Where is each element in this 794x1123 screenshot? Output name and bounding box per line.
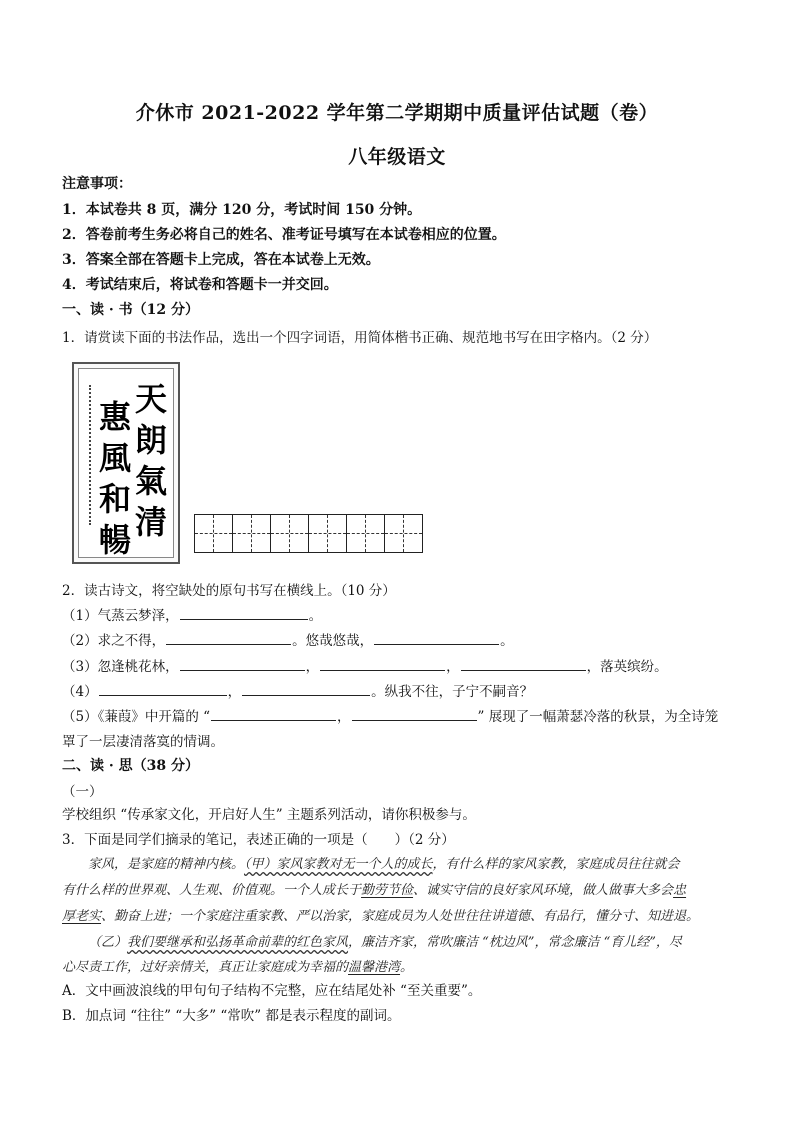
poem-text: （4）	[62, 684, 98, 700]
part-label: （一）	[62, 784, 103, 800]
poem-line-5-cont: 罩了一层凄清落寞的情调。	[62, 734, 224, 750]
passage-text: （乙）	[88, 935, 128, 950]
passage-text: 有什么样的世界观、人生观、价值观。一个人成长于	[62, 883, 362, 898]
wavy-sentence-jia: （甲）家风家教对无一个人的成长	[244, 857, 433, 872]
passage-text: 心尽责工作，过好亲情关，真正让家庭成为幸福的	[62, 960, 349, 975]
poem-line-5	[62, 705, 718, 725]
underlined-word: 勤劳节俭	[361, 883, 414, 898]
activity-intro: 学校组织 “传承家文化，开启好人生” 主题系列活动，请你积极参与。	[62, 807, 476, 823]
section2-heading: 二、读 · 思（38 分）	[62, 758, 199, 774]
poem-text: ” 展现了一幅萧瑟冷落的秋景，为全诗笼	[477, 709, 719, 725]
passage-text: 、诚实守信的良好家风环境，做人做事大多会	[413, 883, 674, 898]
poem-text: ，	[227, 684, 242, 700]
answer-blank[interactable]	[352, 707, 477, 721]
passage-line	[62, 853, 737, 872]
calligraphy-right-column: 天朗氣清	[134, 380, 167, 541]
poem-text: 。悠哉悠哉，	[292, 633, 374, 649]
poem-text: 。	[500, 633, 514, 649]
answer-blank[interactable]	[242, 682, 370, 696]
poem-text: （3）忽逢桃花林，	[62, 659, 179, 675]
poem-text: （1）气蒸云梦泽，	[62, 608, 179, 624]
poem-text: （5）《蒹葭》中开篇的 “	[62, 709, 211, 725]
passage-line	[62, 879, 737, 898]
answer-blank[interactable]	[374, 631, 499, 645]
underlined-word: 厚老实	[62, 909, 102, 924]
question-3: 3．下面是同学们摘录的笔记，表述正确的一项是（ ）（2 分）	[62, 832, 455, 848]
answer-blank[interactable]	[180, 657, 305, 671]
poem-line-4	[62, 680, 533, 700]
passage-text: 。	[400, 960, 414, 975]
poem-text: ，落英缤纷。	[586, 659, 668, 675]
exam-subtitle: 八年级语文	[348, 146, 446, 168]
notice-item: 2．答卷前考生务必将自己的姓名、准考证号填写在本试卷相应的位置。	[62, 227, 506, 243]
notice-item: 1．本试卷共 8 页，满分 120 分，考试时间 150 分钟。	[62, 202, 422, 218]
poem-text: ，	[446, 659, 460, 675]
answer-blank[interactable]	[180, 606, 308, 620]
passage-text: ，廉洁齐家，常吹廉洁 “枕边风”，常念廉洁 “育儿经”，尽	[348, 935, 682, 950]
section1-heading: 一、读 · 书（12 分）	[62, 302, 199, 318]
grid-cell[interactable]	[194, 514, 233, 553]
poem-line-2	[62, 629, 514, 649]
calligraphy-left-column: 惠風和暢	[98, 398, 131, 559]
answer-blank[interactable]	[320, 657, 445, 671]
question-2: 2．读古诗文，将空缺处的原句书写在横线上。（10 分）	[62, 583, 396, 599]
passage-text: 家风，是家庭的精神内核。	[88, 857, 245, 872]
passage-text: 、勤奋上进；一个家庭注重家教、严以治家，家庭成员为人处世往往讲道德、有品行，懂分寸、知进退。	[101, 909, 700, 924]
poem-text: ，	[337, 709, 351, 725]
poem-line-1	[62, 604, 322, 624]
passage-line	[62, 905, 737, 924]
answer-blank[interactable]	[461, 657, 586, 671]
poem-text: 。纵我不往，子宁不嗣音？	[371, 684, 534, 700]
notice-item: 3．答案全部在答题卡上完成，答在本试卷上无效。	[62, 252, 380, 268]
grid-cell[interactable]	[384, 514, 423, 553]
tianzige-grid[interactable]	[194, 514, 422, 553]
grid-cell[interactable]	[308, 514, 347, 553]
notice-item: 4．考试结束后，将试卷和答题卡一并交回。	[62, 277, 338, 293]
wavy-sentence-yi: 我们要继承和弘扬革命前辈的红色家风	[127, 935, 349, 950]
grid-cell[interactable]	[270, 514, 309, 553]
poem-text: ，	[305, 659, 320, 675]
notice-heading: 注意事项：	[62, 176, 132, 192]
grid-cell[interactable]	[346, 514, 385, 553]
poem-text: 。	[308, 608, 323, 624]
option-b[interactable]: B．加点词 “往往” “大多” “常吹” 都是表示程度的副词。	[62, 1008, 401, 1024]
passage-text: ，有什么样的家风家教，家庭成员往往就会	[432, 857, 680, 872]
answer-blank[interactable]	[211, 707, 336, 721]
exam-title: 介休市 2021-2022 学年第二学期期中质量评估试题（卷）	[135, 102, 659, 124]
passage-line	[62, 931, 737, 950]
answer-blank[interactable]	[166, 631, 291, 645]
grid-cell[interactable]	[232, 514, 271, 553]
underlined-word: 忠	[673, 883, 687, 898]
poem-line-3	[62, 655, 668, 675]
question-1: 1．请赏读下面的书法作品，选出一个四字词语，用简体楷书正确、规范地书写在田字格内。（2 分）	[62, 330, 658, 346]
passage-line	[62, 956, 737, 975]
underlined-word: 温馨港湾	[348, 960, 401, 975]
calligraphy-artwork	[72, 362, 180, 564]
poem-text: （2）求之不得，	[62, 633, 166, 649]
option-a[interactable]: A．文中画波浪线的甲句句子结构不完整，应在结尾处补 “至关重要”。	[62, 983, 482, 999]
answer-blank[interactable]	[99, 682, 227, 696]
